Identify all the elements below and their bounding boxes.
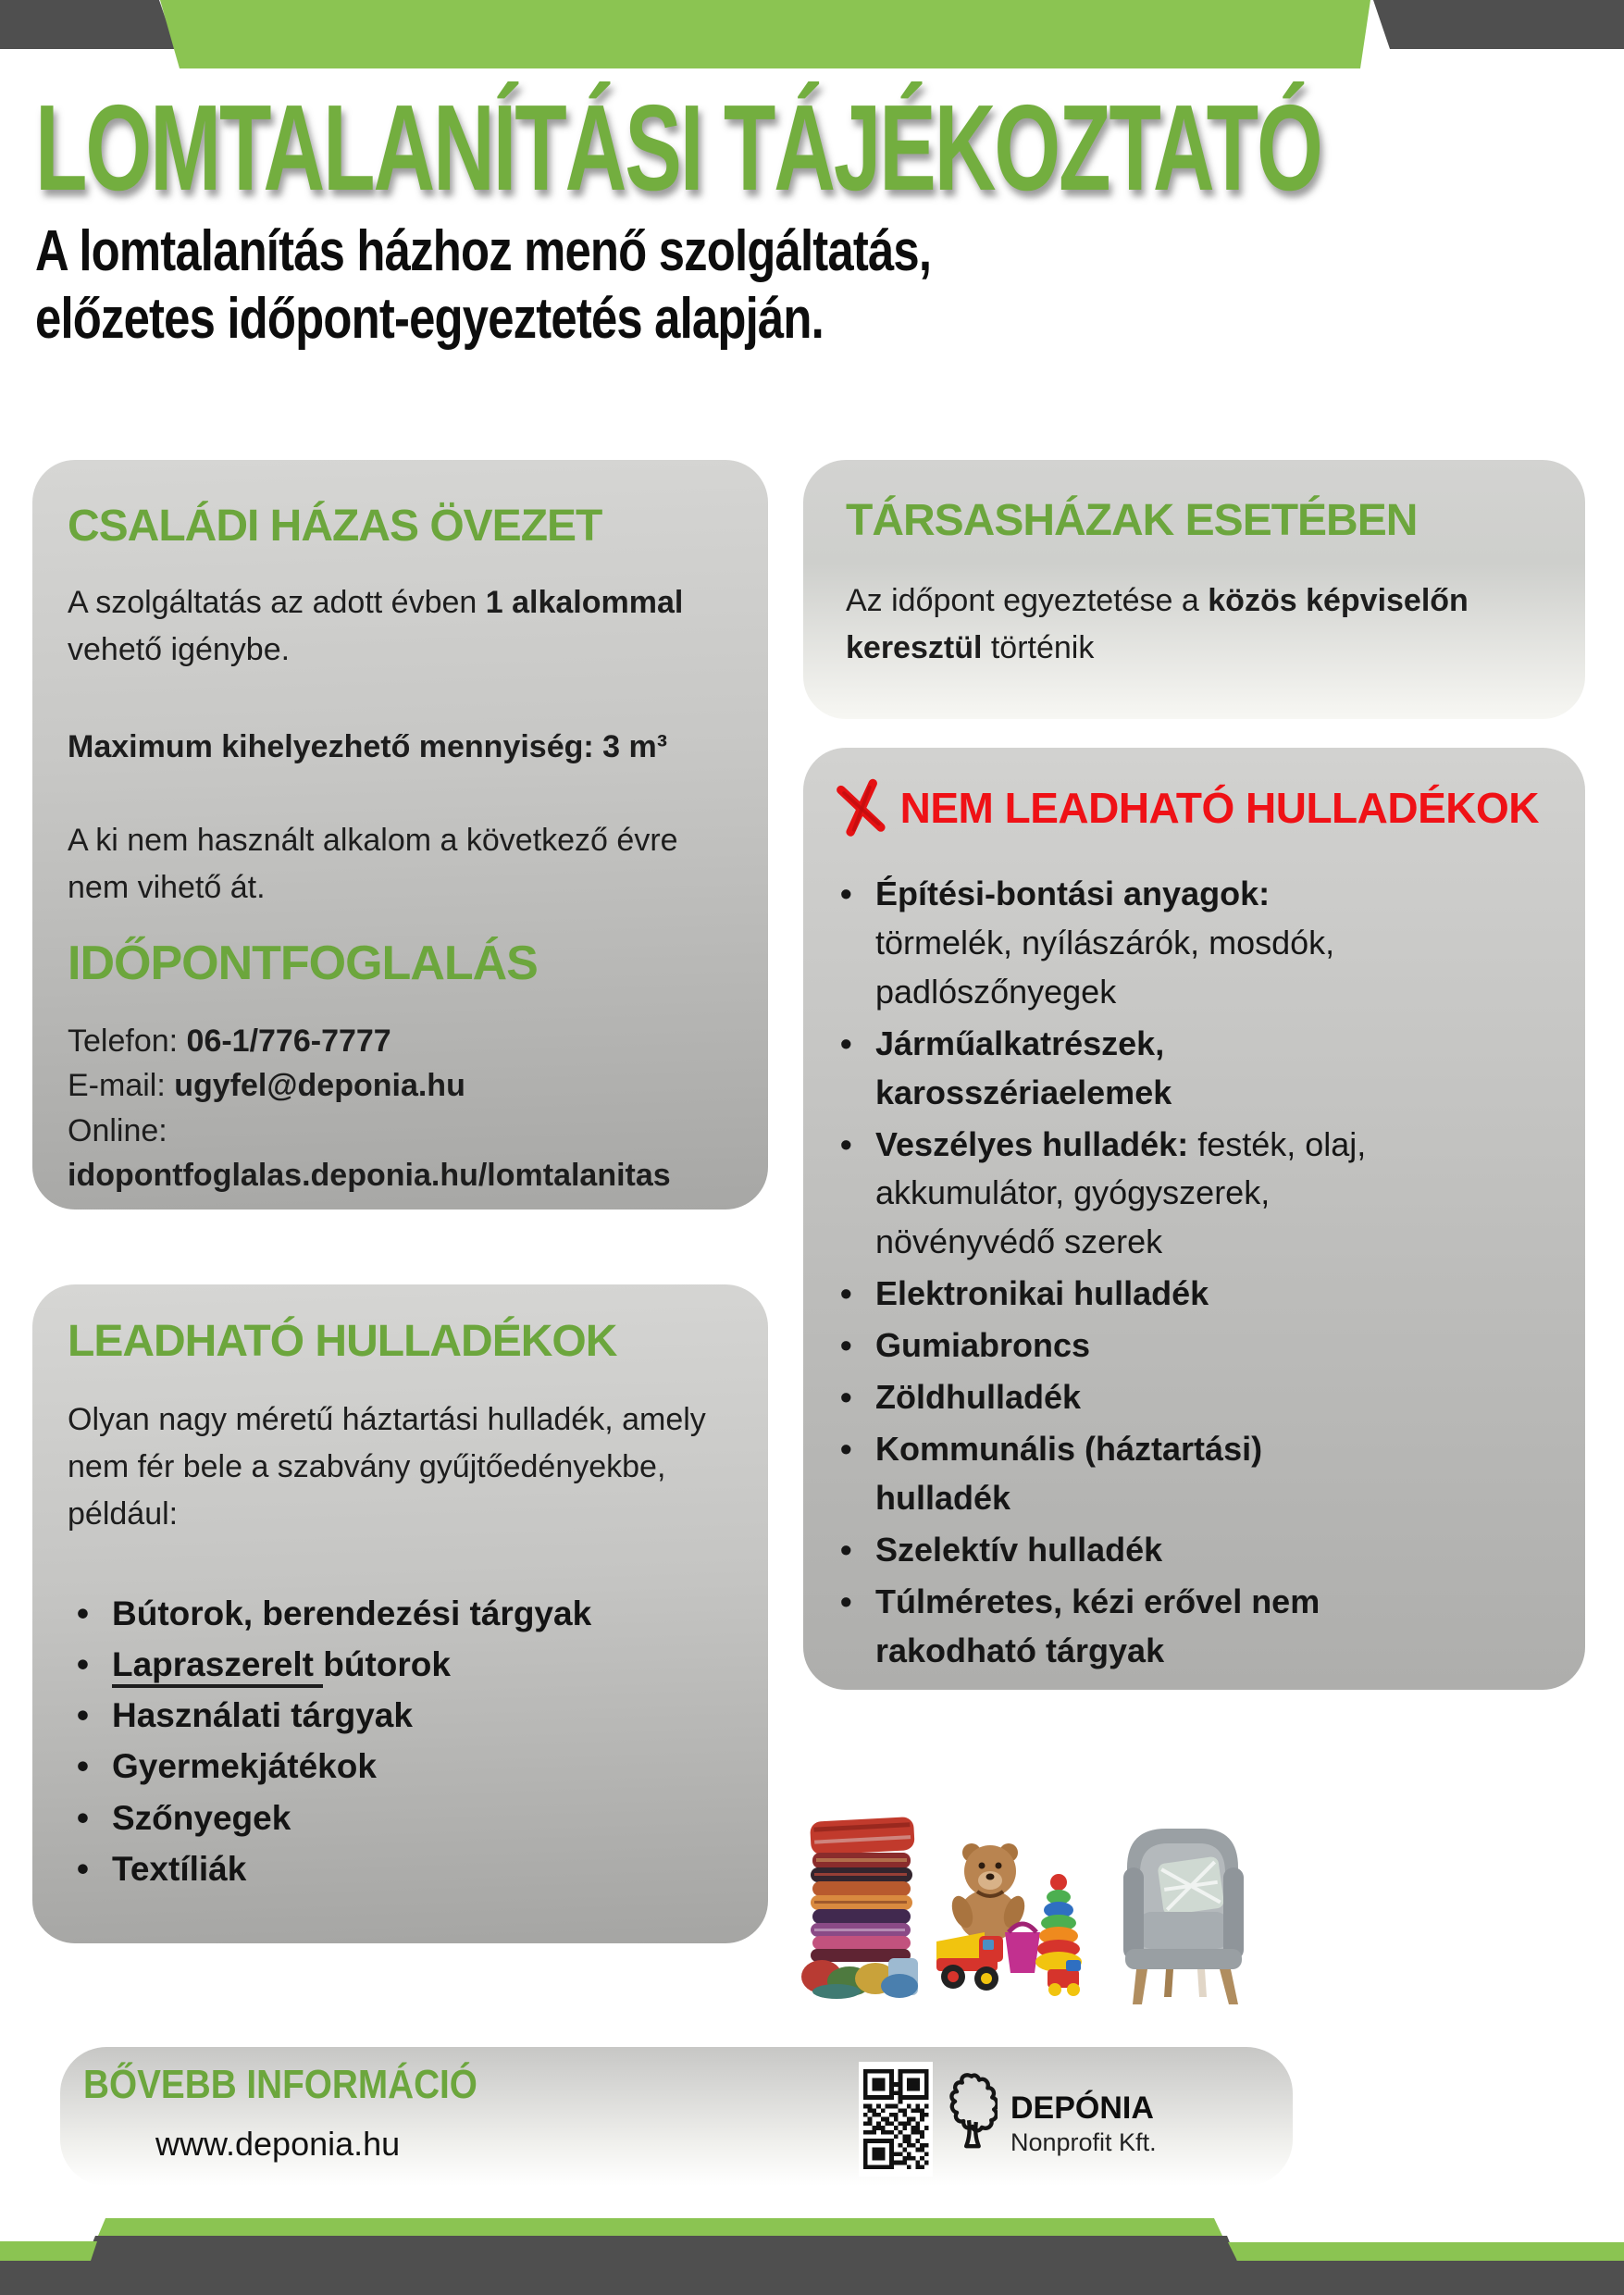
folded-textiles-photo: [801, 1810, 921, 1999]
top-right-dark-band: [1373, 0, 1624, 49]
rejected-title-row: [833, 777, 1539, 838]
bottom-right-green-band: [1228, 2242, 1624, 2261]
email-address: ugyfel@deponia.hu: [174, 1068, 465, 1104]
list-item: • Zöldhulladék: [833, 1373, 1401, 1422]
contact-block: [68, 1019, 725, 1197]
list-item: • Járműalkatrészek, karosszériaelemek: [833, 1020, 1401, 1118]
not-accepted-waste-box: [803, 748, 1585, 1690]
bottom-main-green-band: [98, 2218, 1222, 2236]
page-title: LOMTALANÍTÁSI TÁJÉKOZTATÓ: [35, 80, 1321, 216]
list-item: • Építési-bontási anyagok: törmelék, nyílászárók, mosdók, padlószőnyegek: [833, 870, 1401, 1017]
bottom-left-green-band: [0, 2241, 97, 2261]
footer-website: www.deponia.hu: [155, 2125, 401, 2163]
availability-paragraph: A szolgáltatás az adott évben 1 alkalommal vehető igénybe.: [68, 585, 684, 667]
bottom-bands: [0, 2217, 1624, 2295]
list-item: • Lapraszerelt bútorok: [68, 1639, 731, 1690]
booking-url: idopontfoglalas.deponia.hu/lomtalanitas: [68, 1157, 671, 1193]
list-item: • Szőnyegek: [68, 1793, 731, 1843]
list-item: • Használati tárgyak: [68, 1690, 731, 1741]
top-green-band: [160, 0, 1370, 68]
accepted-heading: LEADHATÓ HULLADÉKOK: [68, 1317, 617, 1366]
subtitle-line-1: A lomtalanítás házhoz menő szolgáltatás,: [35, 219, 932, 283]
carryover-paragraph: A ki nem használt alkalom a következő évre nem vihető át.: [68, 823, 678, 905]
red-x-icon: [833, 777, 887, 838]
list-item: • Elektronikai hulladék: [833, 1270, 1401, 1319]
footer-heading: BŐVEBB INFORMÁCIÓ: [83, 2062, 477, 2107]
gray-armchair-photo: [1109, 1819, 1258, 2010]
accepted-waste-box: [32, 1284, 768, 1943]
family-house-zone-box: [32, 460, 768, 1210]
accepted-intro: Olyan nagy méretű háztartási hulladék, amely nem fér bele a szabvány gyűjtőedényekbe, például:: [68, 1402, 706, 1532]
tree-outline-icon: [944, 2069, 998, 2178]
teddy-bear-and-toys-photo: [931, 1823, 1094, 1997]
condo-heading: TÁRSASHÁZAK ESETÉBEN: [846, 496, 1418, 545]
condo-paragraph: Az időpont egyeztetése a közös képviselőn keresztül történik: [846, 583, 1469, 665]
list-item: • Kommunális (háztartási) hulladék: [833, 1425, 1401, 1523]
bottom-mid-dark-band: [85, 2236, 1237, 2261]
online-label-line: Online:: [68, 1112, 167, 1148]
list-item: • Túlméretes, kézi erővel nem rakodható tárgyak: [833, 1578, 1401, 1676]
deponia-logo: [944, 2069, 1157, 2178]
list-item: • Gyermekjátékok: [68, 1741, 731, 1792]
list-item: • Szelektív hulladék: [833, 1526, 1401, 1575]
accepted-items-list: [68, 1588, 731, 1894]
list-item: • Veszélyes hulladék: festék, olaj, akkumulátor, gyógyszerek, növényvédő szerek: [833, 1121, 1401, 1268]
phone-number: 06-1/776-7777: [186, 1023, 391, 1059]
phone-line: Telefon: 06-1/776-7777: [68, 1023, 391, 1059]
subtitle-line-2: előzetes időpont-egyeztetés alapján.: [35, 286, 824, 351]
bottom-dark-band: [0, 2261, 1624, 2295]
top-left-dark-band: [0, 0, 176, 49]
list-item: • Gumiabroncs: [833, 1321, 1401, 1371]
logo-subtitle: Nonprofit Kft.: [1010, 2128, 1157, 2156]
family-zone-heading: CSALÁDI HÁZAS ÖVEZET: [68, 502, 602, 551]
max-quantity-paragraph: Maximum kihelyezhető mennyiség: 3 m³: [68, 729, 668, 764]
page-subtitle: [35, 218, 931, 353]
logo-text: [1010, 2090, 1157, 2157]
email-line: E-mail: ugyfel@deponia.hu: [68, 1068, 465, 1104]
logo-name: DEPÓNIA: [1010, 2090, 1154, 2126]
rejected-items-list: [833, 870, 1401, 1676]
booking-heading: IDŐPONTFOGLALÁS: [68, 937, 538, 990]
list-item: • Textíliák: [68, 1843, 731, 1894]
top-decoration-bands: [0, 0, 1624, 74]
condominium-box: [803, 460, 1585, 719]
qr-code-icon: [859, 2062, 933, 2177]
rejected-heading: NEM LEADHATÓ HULLADÉKOK: [899, 784, 1539, 832]
list-item: • Bútorok, berendezési tárgyak: [68, 1588, 731, 1639]
